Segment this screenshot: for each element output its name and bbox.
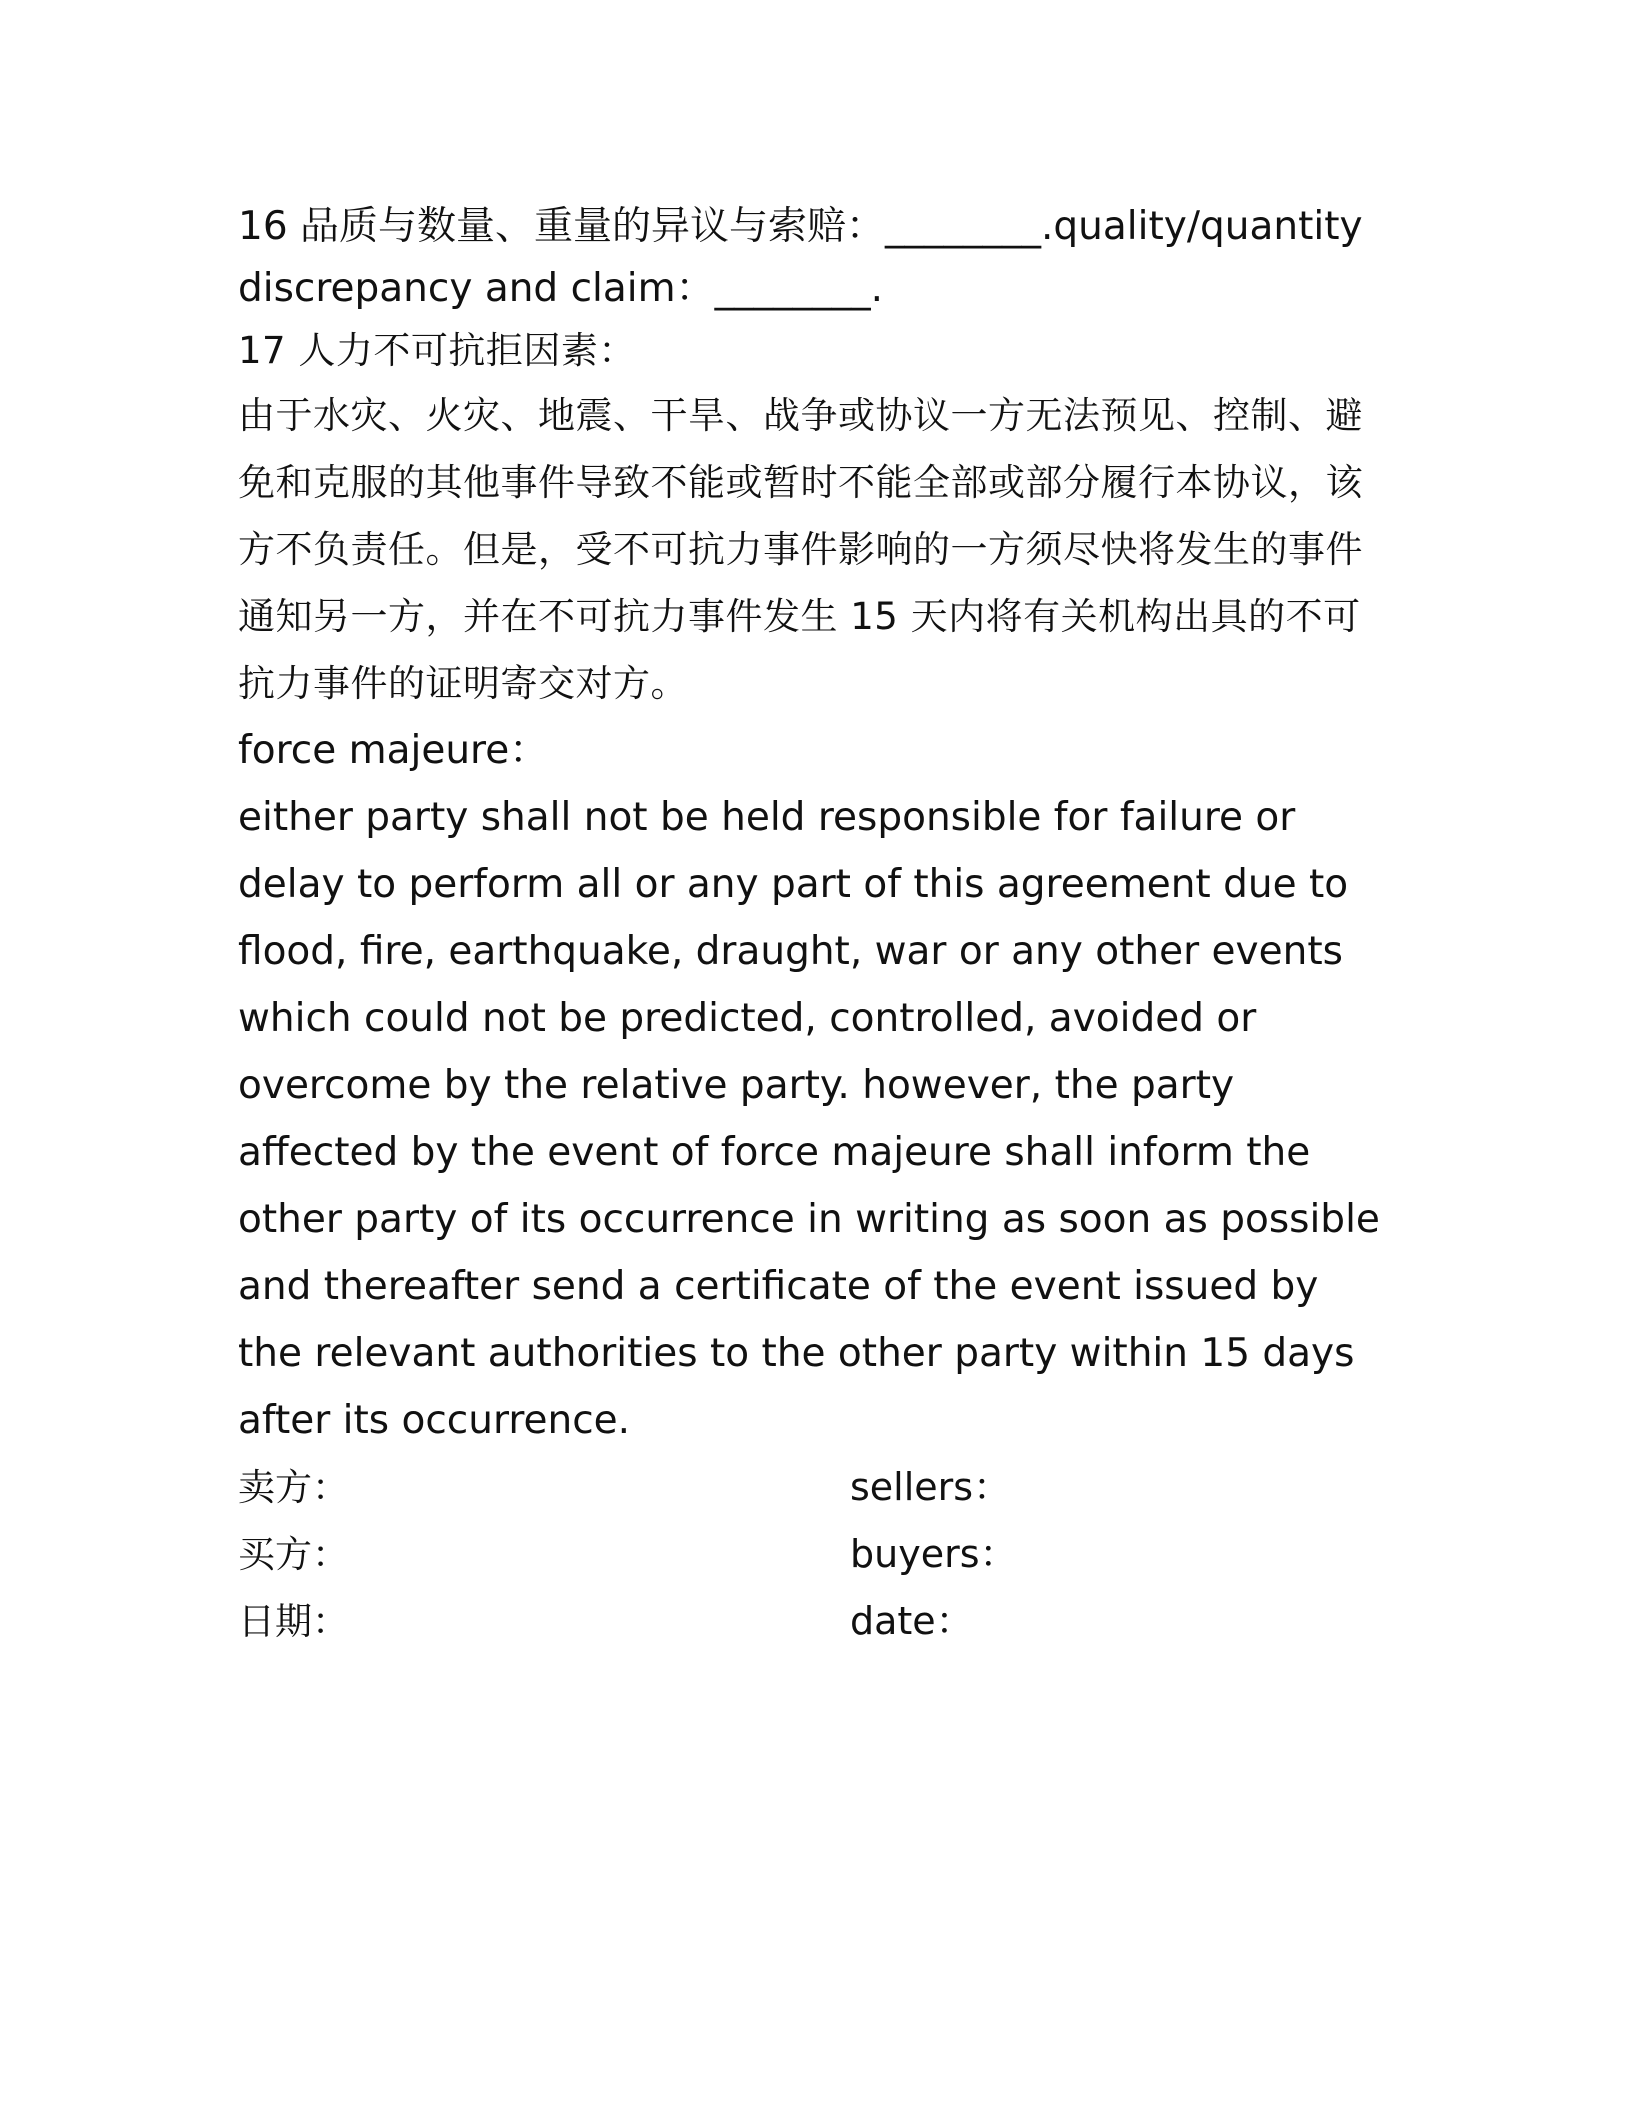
clause-16-heading-continued-text: discrepancy and claim：________. [238, 266, 883, 311]
contract-content [238, 196, 1388, 1655]
signature-row-date [238, 1588, 1388, 1655]
date-label-zh: 日期： [238, 1600, 349, 1643]
clause-17-heading [238, 320, 1388, 382]
clause-17-english-heading [238, 717, 1388, 784]
signature-row-buyer [238, 1521, 1388, 1588]
clause-17-english-body: either party shall not be held responsible for failure or delay to perform all or any part of this agreement due to flood, fire, earthquake, draught, war or any other events which could not be predicted, controlled, avoided or overcome by the relative party. however, the party affected by the event of force majeure shall inform the other party of its occurrence in writing as soon as possible and thereafter send a certificate of the event issued by the relevant authorities to the other party within 15 days after its occurrence. [238, 795, 1380, 1443]
clause-17-chinese-body: 由于水灾、火灾、地震、干旱、战争或协议一方无法预见、控制、避免和克服的其他事件导致不能或暂时不能全部或部分履行本协议，该方不负责任。但是，受不可抗力事件影响的一方须尽快将发生的事件通知另一方，并在不可抗力事件发生 15 天内将有关机构出具的不可抗力事件的证明寄交对方。 [238, 394, 1363, 705]
clause-16-heading-continued [238, 258, 1388, 320]
clause-17-heading-text: 17 人力不可抗拒因素： [238, 329, 636, 372]
seller-label-en: sellers： [850, 1465, 1012, 1509]
buyer-label-en: buyers： [850, 1532, 1018, 1576]
date-label-en: date： [850, 1599, 974, 1643]
force-majeure-heading-text: force majeure： [238, 728, 549, 773]
clause-16-heading-text: 16 品质与数量、重量的异议与索赔：________.quality/quantity [238, 204, 1363, 249]
buyer-label-zh: 买方： [238, 1533, 349, 1576]
seller-label-zh: 卖方： [238, 1466, 349, 1509]
clause-16-heading [238, 196, 1388, 258]
signature-row-seller [238, 1454, 1388, 1521]
